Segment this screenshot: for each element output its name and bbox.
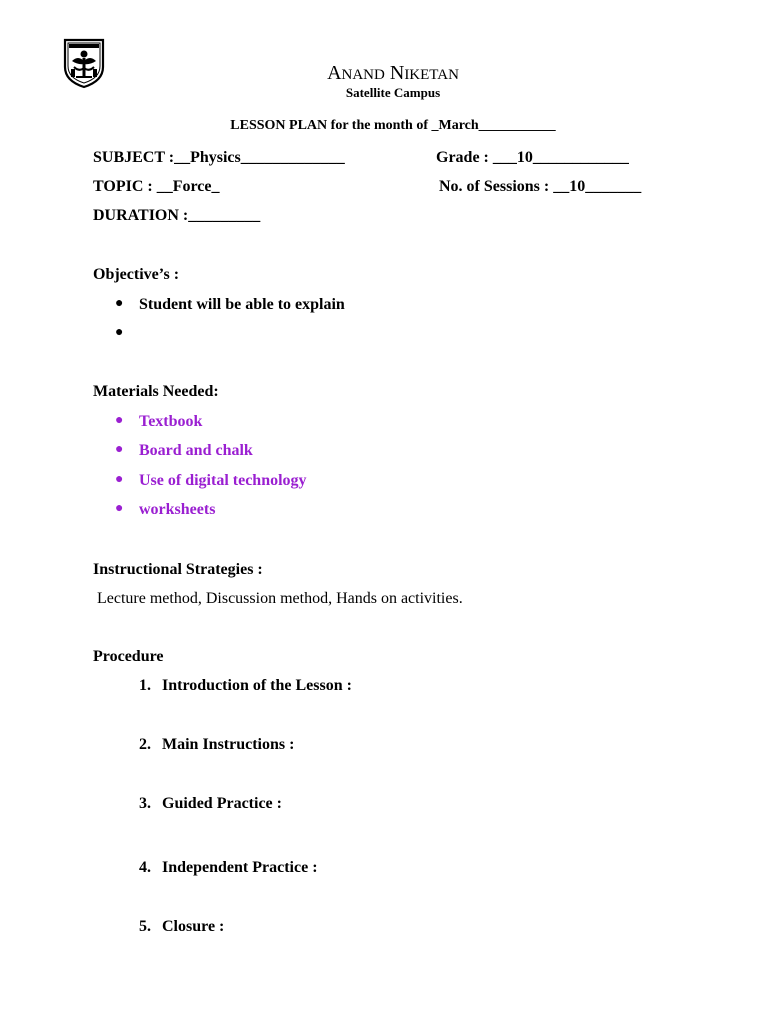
sessions-field: No. of Sessions : __10_______ xyxy=(439,178,642,195)
material-item: worksheets xyxy=(139,501,216,518)
procedure-step-number: 4. xyxy=(139,859,151,876)
objectives-heading: Objective’s : xyxy=(93,266,180,283)
strategies-heading: Instructional Strategies : xyxy=(93,561,263,578)
procedure-step-label: Guided Practice : xyxy=(162,795,282,812)
bullet-icon: ● xyxy=(115,325,124,340)
procedure-step-label: Independent Practice : xyxy=(162,859,318,876)
procedure-step-number: 2. xyxy=(139,736,151,753)
lesson-plan-title: LESSON PLAN for the month of _March___________ xyxy=(230,118,556,133)
material-item: Textbook xyxy=(139,413,203,430)
grade-field: Grade : ___10____________ xyxy=(436,149,629,166)
bullet-icon: ● xyxy=(115,501,124,516)
campus-name: Satellite Campus xyxy=(345,85,441,100)
duration-field: DURATION :_________ xyxy=(93,207,261,224)
bullet-icon: ● xyxy=(115,413,124,428)
bullet-icon: ● xyxy=(115,472,124,487)
procedure-step-number: 1. xyxy=(139,677,151,694)
material-item: Board and chalk xyxy=(139,442,253,459)
bullet-icon: ● xyxy=(115,442,124,457)
bullet-icon: ● xyxy=(115,296,124,311)
procedure-heading: Procedure xyxy=(93,648,164,665)
procedure-step-label: Main Instructions : xyxy=(162,736,295,753)
subject-field: SUBJECT :__Physics_____________ xyxy=(93,149,345,166)
procedure-step-label: Introduction of the Lesson : xyxy=(162,677,352,694)
material-item: Use of digital technology xyxy=(139,472,307,489)
materials-heading: Materials Needed: xyxy=(93,383,219,400)
procedure-step-number: 5. xyxy=(139,918,151,935)
school-name: ANAND NIKETAN xyxy=(327,62,459,84)
procedure-step-number: 3. xyxy=(139,795,151,812)
objective-item: Student will be able to explain xyxy=(139,296,345,313)
topic-field: TOPIC : __Force_ xyxy=(93,178,220,195)
procedure-step-label: Closure : xyxy=(162,918,225,935)
strategies-text: Lecture method, Discussion method, Hands on activities. xyxy=(97,590,463,607)
